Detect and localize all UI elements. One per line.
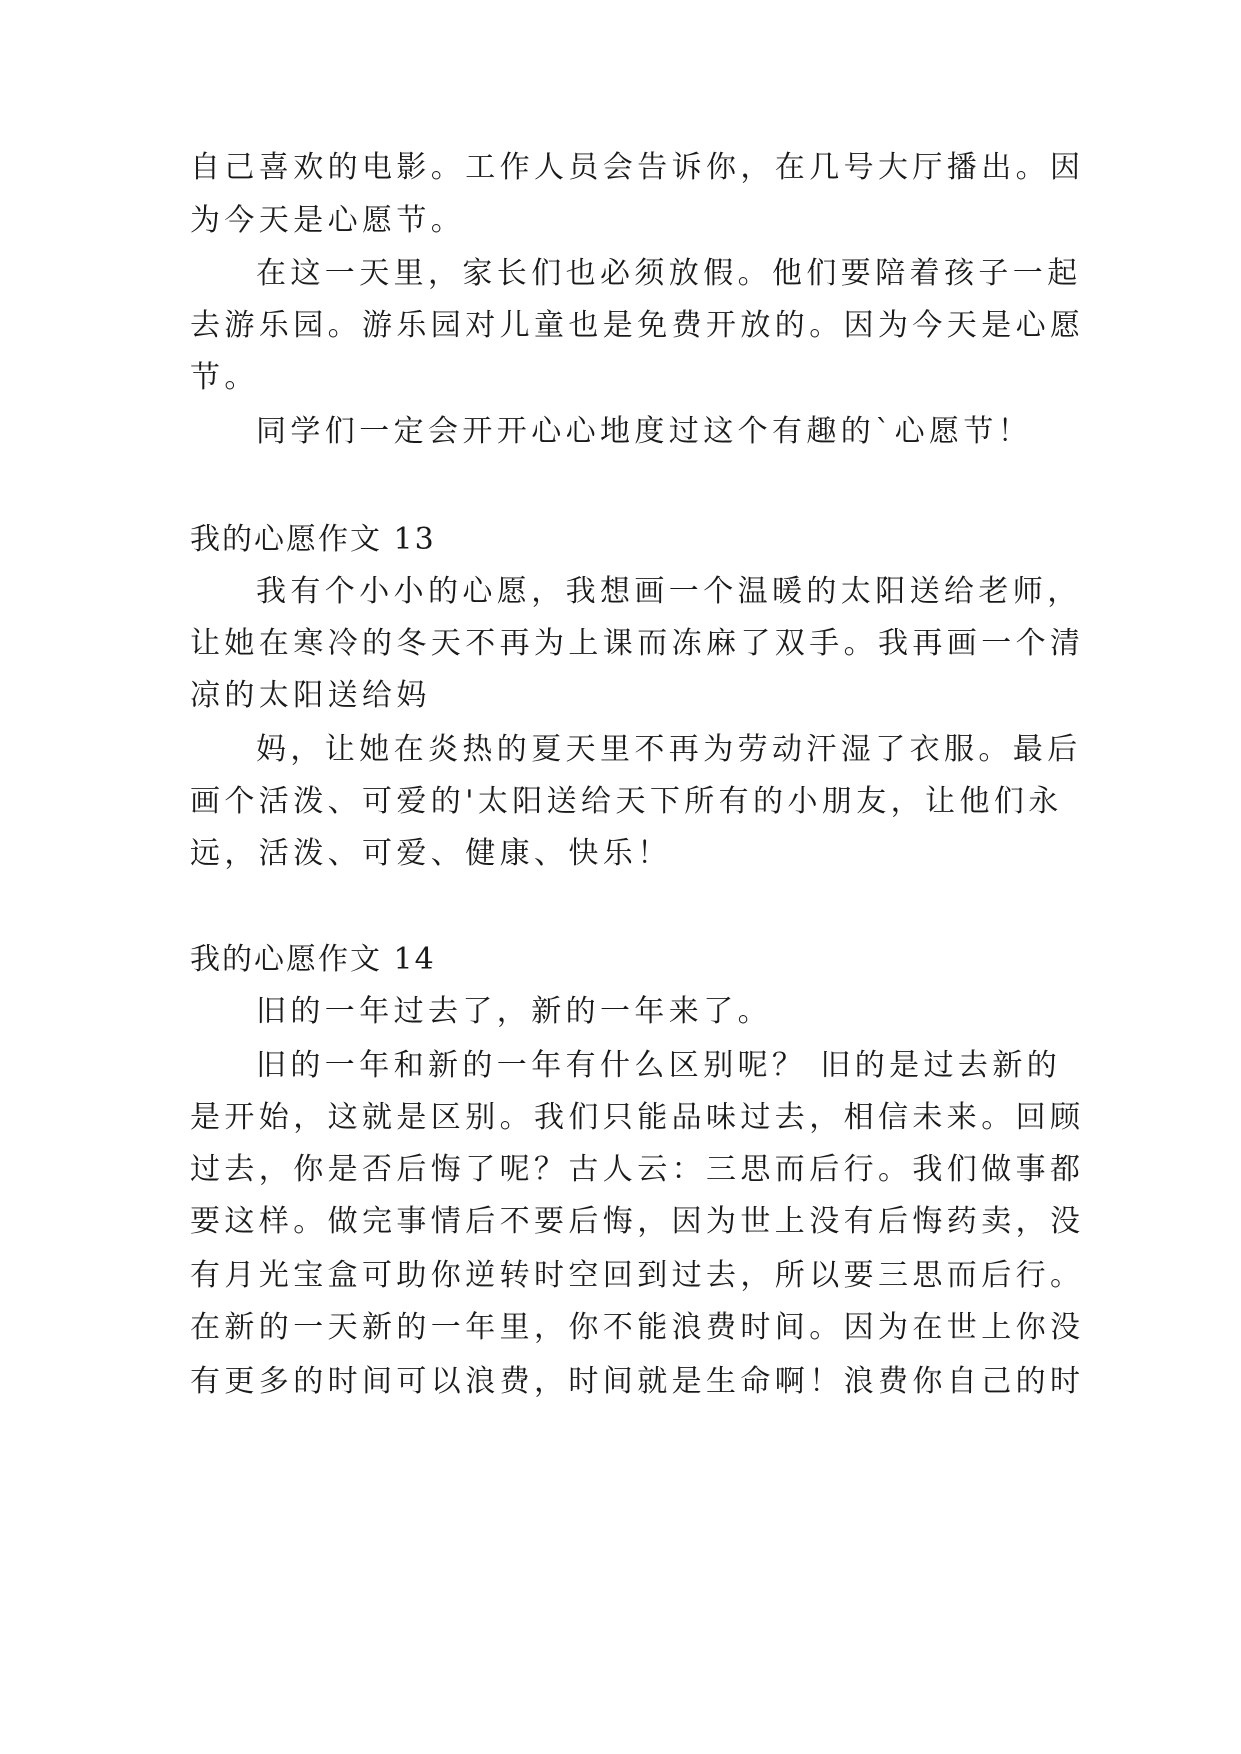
paragraph-first-line: 我有个小小的心愿，我想画一个温暖的太阳送给老师， [256,574,1082,609]
text-line: 有更多的时间可以浪费，时间就是生命啊！浪费你自己的时 [190,1364,1085,1399]
paragraph-first-line: 妈，让她在炎热的夏天里不再为劳动汗湿了衣服。最后 [256,732,1082,767]
essay-heading: 我的心愿作文 14 [190,942,436,977]
text-line: 画个活泼、可爱的'太阳送给天下所有的小朋友，让他们永 [190,784,1063,819]
text-line: 有月光宝盒可助你逆转时空回到过去，所以要三思而后行。 [190,1258,1085,1293]
text-line: 在新的一天新的一年里，你不能浪费时间。因为在世上你没 [190,1310,1085,1345]
essay-heading: 我的心愿作文 13 [190,522,436,557]
text-line: 自己喜欢的电影。工作人员会告诉你，在几号大厅播出。因 [190,150,1085,185]
text-line: 让她在寒冷的冬天不再为上课而冻麻了双手。我再画一个清 [190,626,1085,661]
text-line: 节。 [190,360,259,395]
text-line: 过去，你是否后悔了呢？古人云：三思而后行。我们做事都 [190,1152,1085,1187]
text-line: 为今天是心愿节。 [190,203,466,238]
paragraph-first-line: 旧的一年和新的一年有什么区别呢？ 旧的是过去新的 [256,1048,1062,1083]
paragraph-first-line: 在这一天里，家长们也必须放假。他们要陪着孩子一起 [256,256,1082,291]
text-line: 去游乐园。游乐园对儿童也是免费开放的。因为今天是心愿 [190,308,1085,343]
paragraph-first-line: 旧的一年过去了，新的一年来了。 [256,994,772,1029]
text-line: 远，活泼、可爱、健康、快乐！ [190,836,672,871]
paragraph-first-line: 同学们一定会开开心心地度过这个有趣的`心愿节！ [256,414,1033,449]
text-line: 要这样。做完事情后不要后悔，因为世上没有后悔药卖，没 [190,1204,1085,1239]
text-line: 凉的太阳送给妈 [190,678,431,713]
text-line: 是开始，这就是区别。我们只能品味过去，相信未来。回顾 [190,1100,1085,1135]
